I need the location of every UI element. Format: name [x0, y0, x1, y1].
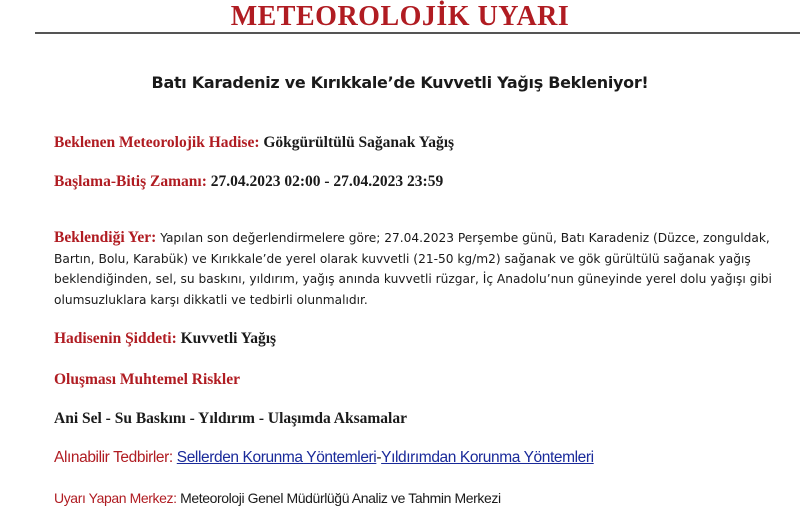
severity-value: Kuvvetli Yağış: [180, 330, 277, 347]
time-row: [54, 173, 443, 191]
location-value: Yapılan son değerlendirmelere göre; 27.04.2023 Perşembe günü, Batı Karadeniz (Düzce, zonguldak, Bartın, Bolu, Karabük) ve Kırıkkale’de yerel olarak kuvvetli (21-50 kg/m2) sağanak ve gök gürültülü sağanak yağış beklendiğinden, sel, su baskını, yıldırım, yağış anında kuvvetli rüzgar, İç Anadolu’nun güneyinde yerel dolu yağışı gibi olumsuzluklara karşı dikkatli ve tedbirli olunmalıdır.: [54, 231, 772, 307]
event-value: Gökgürültülü Sağanak Yağış: [263, 134, 455, 151]
severity-row: [54, 330, 276, 348]
center-row: [54, 490, 501, 506]
title-divider: [35, 32, 800, 34]
event-row: [54, 134, 454, 152]
risks-label: Oluşması Muhtemel Riskler: [54, 371, 240, 388]
warning-headline: Batı Karadeniz ve Kırıkkale’de Kuvvetli Yağış Bekleniyor!: [151, 73, 649, 92]
measures-row: [54, 449, 594, 467]
risks-heading-row: [54, 371, 240, 389]
measures-label: Alınabilir Tedbirler:: [54, 449, 173, 466]
center-value: Meteoroloji Genel Müdürlüğü Analiz ve Tahmin Merkezi: [180, 490, 501, 506]
location-label: Beklendiği Yer:: [54, 229, 157, 246]
flood-protection-link[interactable]: Sellerden Korunma Yöntemleri: [176, 449, 377, 466]
time-label: Başlama-Bitiş Zamanı:: [54, 173, 207, 190]
event-label: Beklenen Meteorolojik Hadise:: [54, 134, 260, 151]
location-row: [54, 228, 800, 310]
center-label: Uyarı Yapan Merkez:: [54, 490, 177, 506]
risks-value: Ani Sel - Su Baskını - Yıldırım - Ulaşımda Aksamalar: [54, 410, 407, 427]
severity-label: Hadisenin Şiddeti:: [54, 330, 177, 347]
page-title: METEOROLOJİK UYARI: [230, 1, 570, 32]
time-value: 27.04.2023 02:00 - 27.04.2023 23:59: [210, 173, 444, 190]
measures-separator: -: [376, 449, 382, 466]
lightning-protection-link[interactable]: Yıldırımdan Korunma Yöntemleri: [381, 449, 594, 466]
